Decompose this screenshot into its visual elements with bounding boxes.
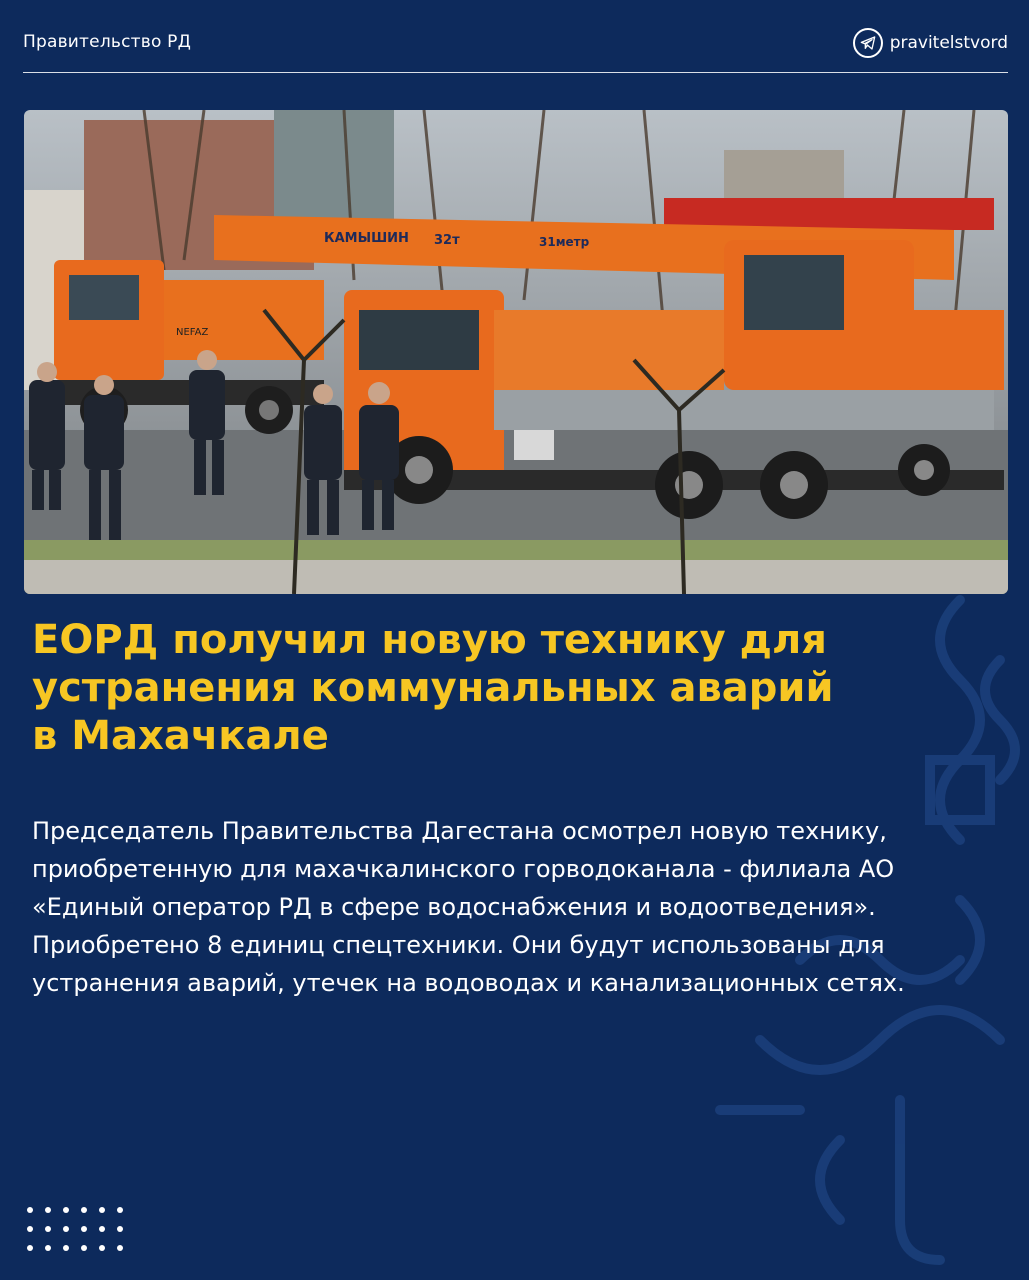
article-body: [32, 812, 1002, 1002]
news-photo: [24, 110, 1008, 594]
title-line: в Махачкале: [32, 713, 329, 759]
title-line: ЕОРД получил новую технику для: [32, 617, 827, 663]
body-line: Приобретено 8 единиц спецтехники. Они будут использованы для: [32, 931, 885, 959]
boom-text-brand: КАМЫШИН: [324, 231, 409, 246]
body-line: приобретенную для махачкалинского горводоканала - филиала АО: [32, 855, 895, 883]
dots-decoration: [26, 1206, 126, 1252]
brand-name: Правительство РД: [23, 32, 192, 52]
article-title: [32, 616, 992, 760]
body-line: «Единый оператор РД в сфере водоснабжения и водоотведения».: [32, 893, 876, 921]
body-line: устранения аварий, утечек на водоводах и канализационных сетях.: [32, 969, 905, 997]
header-divider: [23, 72, 1008, 73]
telegram-handle: pravitelstvord: [889, 33, 1008, 53]
boom-text-length: 31метр: [539, 235, 590, 249]
header: [23, 28, 1008, 72]
boom-text-capacity: 32т: [434, 233, 460, 248]
truck-cab-text: NEFAZ: [176, 327, 209, 338]
telegram-link[interactable]: [853, 28, 1008, 58]
body-line: Председатель Правительства Дагестана осмотрел новую технику,: [32, 817, 887, 845]
telegram-icon: [853, 28, 883, 58]
title-line: устранения коммунальных аварий: [32, 665, 834, 711]
